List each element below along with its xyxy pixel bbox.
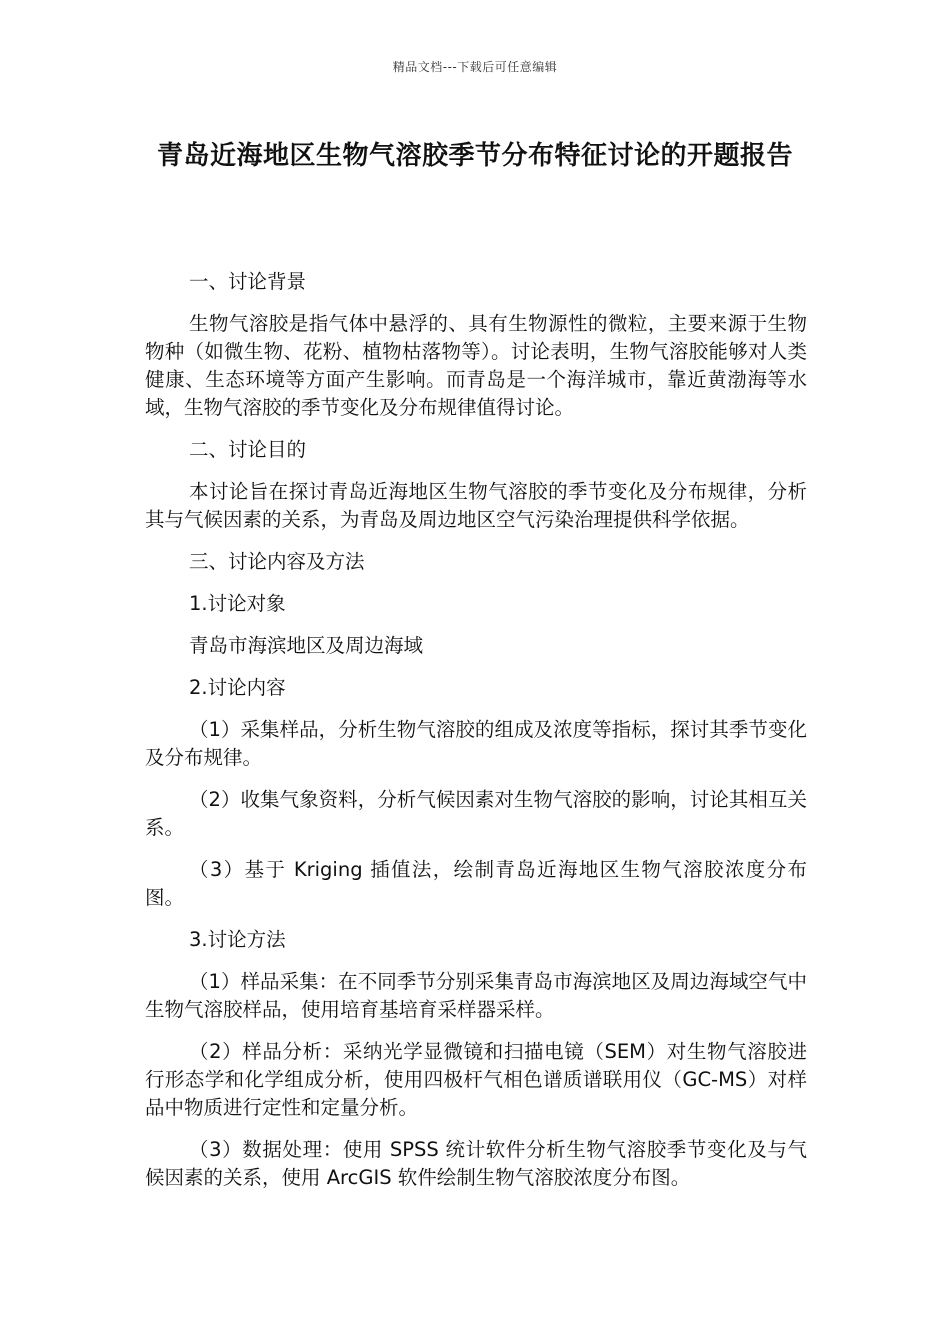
page-header-watermark: 精品文档---下载后可任意编辑 — [392, 60, 558, 74]
subheading-method: 3.讨论方法 — [189, 928, 286, 951]
section-heading-content-method: 三、讨论内容及方法 — [189, 550, 365, 573]
list-item-content-2: （2）收集气象资料，分析气候因素对生物气溶胶的影响，讨论其相互关系。 — [145, 788, 807, 839]
paragraph-background: 生物气溶胶是指气体中悬浮的、具有生物源性的微粒，主要来源于生物物种（如微生物、花粉、植物枯落物等）。讨论表明，生物气溶胶能够对人类健康、生态环境等方面产生影响。而青岛是一个海洋城市，靠近黄渤海等水域，生物气溶胶的季节变化及分布规律值得讨论。 — [145, 312, 807, 419]
section-heading-purpose: 二、讨论目的 — [189, 438, 307, 461]
list-item-method-2: （2）样品分析：采纳光学显微镜和扫描电镜（SEM）对生物气溶胶进行形态学和化学组成分析，使用四极杆气相色谱质谱联用仪（GC-MS）对样品中物质进行定性和定量分析。 — [145, 1040, 807, 1119]
paragraph-purpose: 本讨论旨在探讨青岛近海地区生物气溶胶的季节变化及分布规律，分析其与气候因素的关系，为青岛及周边地区空气污染治理提供科学依据。 — [145, 480, 807, 531]
list-item-method-1: （1）样品采集：在不同季节分别采集青岛市海滨地区及周边海域空气中生物气溶胶样品，使用培育基培育采样器采样。 — [145, 970, 807, 1021]
document-body — [145, 268, 807, 1206]
list-item-method-3: （3）数据处理：使用 SPSS 统计软件分析生物气溶胶季节变化及与气候因素的关系，使用 ArcGIS 软件绘制生物气溶胶浓度分布图。 — [145, 1138, 807, 1189]
list-item-content-1: （1）采集样品，分析生物气溶胶的组成及浓度等指标，探讨其季节变化及分布规律。 — [145, 718, 807, 769]
list-item-content-3: （3）基于 Kriging 插值法，绘制青岛近海地区生物气溶胶浓度分布图。 — [145, 858, 807, 909]
paragraph-object: 青岛市海滨地区及周边海域 — [189, 634, 424, 657]
document-title: 青岛近海地区生物气溶胶季节分布特征讨论的开题报告 — [156, 141, 793, 171]
section-heading-background: 一、讨论背景 — [189, 270, 307, 293]
subheading-object: 1.讨论对象 — [189, 592, 286, 615]
subheading-content: 2.讨论内容 — [189, 676, 286, 699]
